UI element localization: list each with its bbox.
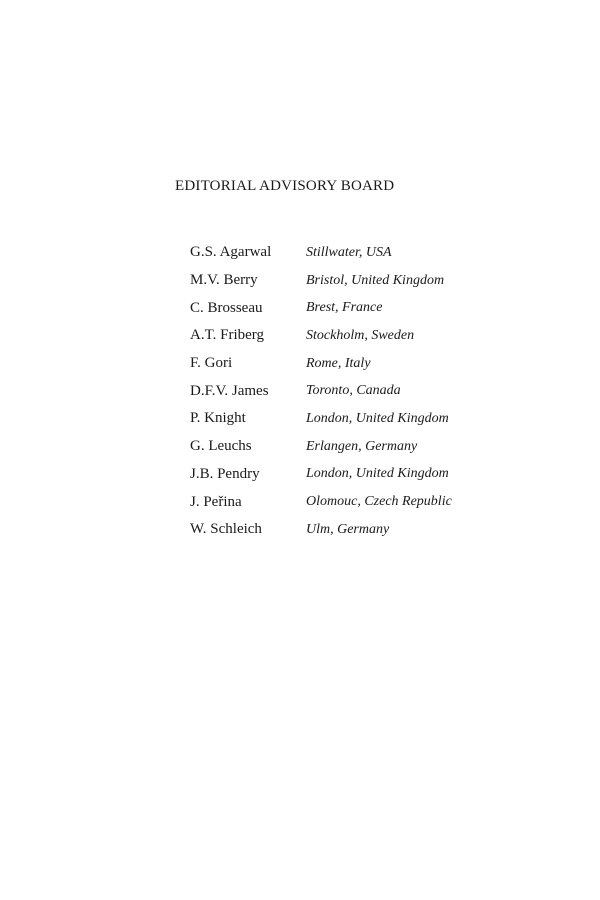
member-location: Erlangen, Germany (306, 438, 418, 454)
member-name: J. Peřina (190, 493, 242, 510)
member-location: Rome, Italy (306, 355, 371, 371)
board-member (190, 433, 452, 461)
board-member (190, 322, 452, 350)
board-member-list (190, 239, 452, 544)
member-name: J.B. Pendry (190, 465, 260, 482)
member-name: W. Schleich (190, 521, 262, 538)
member-name: F. Gori (190, 355, 233, 372)
member-location: London, United Kingdom (306, 410, 449, 426)
board-member (190, 350, 452, 378)
board-member (190, 377, 452, 405)
board-member (190, 405, 452, 433)
member-location: Ulm, Germany (306, 521, 390, 537)
member-name: M.V. Berry (190, 272, 258, 289)
member-name: A.T. Friberg (190, 327, 265, 344)
member-name: G.S. Agarwal (190, 244, 272, 261)
member-name: C. Brosseau (190, 299, 263, 316)
member-location: Stockholm, Sweden (306, 327, 415, 343)
board-member (190, 516, 452, 544)
member-location: Brest, France (306, 300, 383, 316)
board-member (190, 239, 452, 267)
member-location: Toronto, Canada (306, 383, 401, 399)
member-location: Olomouc, Czech Republic (306, 494, 452, 510)
member-name: G. Leuchs (190, 438, 252, 455)
member-location: London, United Kingdom (306, 466, 449, 482)
member-name: P. Knight (190, 410, 246, 427)
board-member (190, 461, 452, 489)
board-member (190, 488, 452, 516)
page-heading: EDITORIAL ADVISORY BOARD (175, 178, 395, 194)
board-member (190, 294, 452, 322)
board-member (190, 267, 452, 295)
member-name: D.F.V. James (190, 382, 269, 399)
member-location: Bristol, United Kingdom (306, 272, 445, 288)
member-location: Stillwater, USA (306, 244, 392, 260)
